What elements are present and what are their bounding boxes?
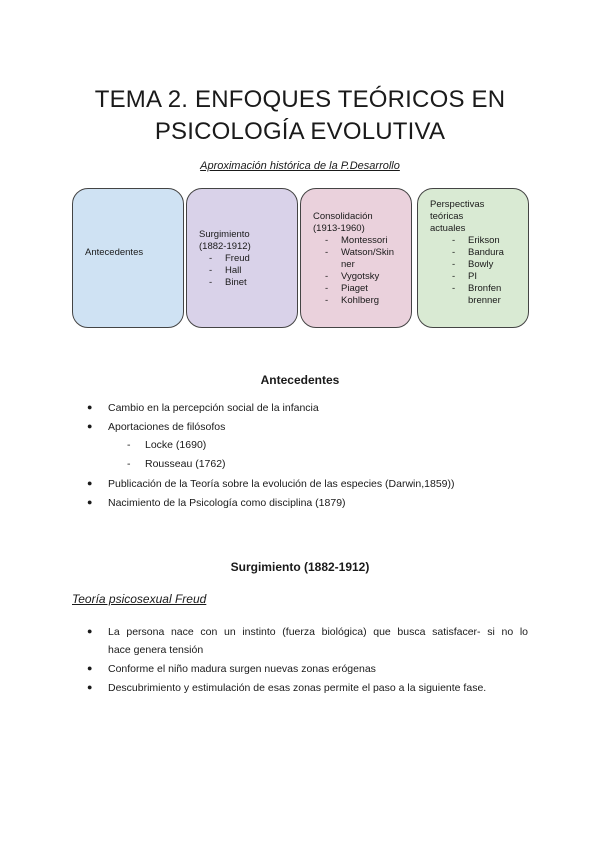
- list-item: - Bronfen: [452, 283, 502, 294]
- list-item: - Erikson: [452, 235, 500, 246]
- list-item: Publicación de la Teoría sobre la evolución de las especies (Darwin,1859)): [108, 478, 455, 490]
- list-item: - Freud: [209, 253, 250, 264]
- box-perspectivas-label: Perspectivas teóricas actuales: [430, 199, 485, 234]
- dash-icon: -: [127, 439, 131, 451]
- bullet-icon: ●: [87, 663, 93, 673]
- list-item: - Watson/Skin: [325, 247, 394, 258]
- list-item: Descubrimiento y estimulación de esas zonas permite el paso a la siguiente fase.: [108, 682, 487, 694]
- box-surgimiento-label: Surgimiento (1882-1912): [199, 229, 251, 252]
- section-heading-antecedentes: Antecedentes: [260, 373, 340, 387]
- list-item: - Kohlberg: [325, 295, 380, 306]
- list-item: Aportaciones de filósofos: [108, 421, 226, 433]
- box-consolidacion-list: [325, 235, 394, 307]
- list-item: ner: [341, 259, 355, 270]
- list-item: - Binet: [209, 277, 247, 288]
- box-antecedentes-label: Antecedentes: [85, 247, 144, 258]
- bullet-icon: ●: [87, 497, 93, 507]
- document-title: [40, 84, 560, 148]
- list-item: - PI: [452, 271, 477, 282]
- list-item: - Hall: [209, 265, 242, 276]
- list-item: Cambio en la percepción social de la infancia: [108, 402, 319, 414]
- list-item: - Montessori: [325, 235, 388, 246]
- sub-list-item: Rousseau (1762): [145, 458, 226, 470]
- subheading-freud: Teoría psicosexual Freud: [72, 592, 207, 606]
- box-antecedentes: [72, 188, 184, 328]
- bullet-icon: ●: [87, 682, 93, 692]
- title-line-1: TEMA 2. ENFOQUES TEÓRICOS EN: [94, 86, 506, 113]
- box-surgimiento: [186, 188, 298, 328]
- list-item-continuation: hace genera tensión: [108, 644, 204, 656]
- bullet-icon: ●: [87, 626, 93, 636]
- title-line-2: PSICOLOGÍA EVOLUTIVA: [154, 118, 446, 145]
- bullet-icon: ●: [87, 421, 93, 431]
- bullet-icon: ●: [87, 402, 93, 412]
- list-item: - Bowly: [452, 259, 494, 270]
- section-heading-surgimiento: Surgimiento (1882-1912): [230, 560, 370, 574]
- box-perspectivas-list: [452, 235, 504, 307]
- bullet-icon: ●: [87, 478, 93, 488]
- diagram-subtitle: Aproximación histórica de la P.Desarrollo: [200, 160, 400, 172]
- list-item: brenner: [468, 295, 501, 306]
- list-item: - Vygotsky: [325, 271, 380, 282]
- dash-icon: -: [127, 458, 131, 470]
- list-item: Nacimiento de la Psicología como disciplina (1879): [108, 497, 346, 509]
- box-perspectivas: [417, 188, 529, 328]
- box-consolidacion: [300, 188, 412, 328]
- sub-list-item: Locke (1690): [145, 439, 207, 451]
- list-item: - Piaget: [325, 283, 368, 294]
- list-item: Conforme el niño madura surgen nuevas zonas erógenas: [108, 663, 376, 675]
- list-item: La persona nace con un instinto (fuerza biológica) que busca satisfacer- si no lo: [108, 626, 528, 638]
- box-surgimiento-list: [209, 253, 250, 289]
- box-consolidacion-label: Consolidación (1913-1960): [313, 211, 373, 234]
- list-item: - Bandura: [452, 247, 504, 258]
